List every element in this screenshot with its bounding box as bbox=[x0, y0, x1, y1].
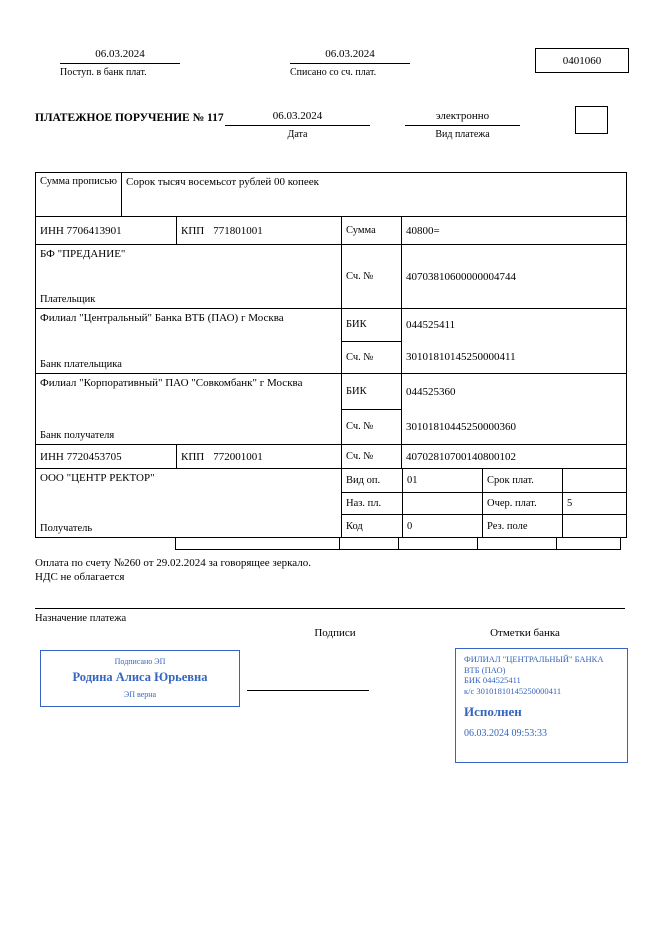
operation-fields bbox=[341, 469, 626, 537]
payment-kind-field bbox=[405, 110, 520, 140]
payer-kpp-cell bbox=[176, 217, 341, 244]
document-date-field bbox=[225, 110, 370, 140]
payee-bank-account-value: 30101810445250000360 bbox=[406, 420, 516, 433]
payer-bank-label-col bbox=[341, 309, 401, 373]
naz-pl-value bbox=[402, 492, 482, 515]
received-date-label: Поступ. в банк плат. bbox=[60, 67, 147, 78]
srok-plat-label: Срок плат. bbox=[482, 469, 562, 492]
form-code-value: 0401060 bbox=[562, 54, 602, 67]
signature-stamp-caption: Подписано ЭП bbox=[114, 657, 166, 666]
payer-bank-name: Филиал "Центральный" Банка ВТБ (ПАО) г Москва bbox=[40, 312, 284, 324]
amount-words-row bbox=[36, 173, 626, 216]
extra-field-cell bbox=[398, 537, 478, 550]
naz-pl-label: Наз. пл. bbox=[342, 492, 402, 515]
payee-name: ООО "ЦЕНТР РЕКТОР" bbox=[40, 472, 155, 484]
signature-stamp bbox=[40, 650, 240, 707]
extra-field-cell bbox=[339, 537, 399, 550]
payer-bank-account-label: Сч. № bbox=[346, 351, 374, 363]
payee-row bbox=[36, 468, 626, 537]
bank-stamp-line4: к/с 30101810145250000411 bbox=[464, 685, 562, 696]
bank-stamp-line3: БИК 044525411 bbox=[464, 675, 521, 685]
payee-inn: ИНН 7720453705 bbox=[40, 450, 122, 463]
payee-account-value: 40702810700140800102 bbox=[401, 445, 626, 468]
form-code-box bbox=[535, 48, 629, 73]
payer-account-value: 40703810600000004744 bbox=[401, 245, 626, 308]
bank-stamp bbox=[455, 648, 628, 763]
payee-bank-bik-label: БИК bbox=[342, 374, 401, 410]
payee-bank-cell bbox=[36, 374, 341, 444]
extra-field-cell bbox=[556, 537, 621, 550]
payer-cell bbox=[36, 245, 341, 308]
rez-pole-label: Рез. поле bbox=[482, 514, 562, 537]
purpose-text-line1: Оплата по счету №260 от 29.02.2024 за говорящее зеркало. bbox=[35, 557, 312, 569]
ocher-plat-label: Очер. плат. bbox=[482, 492, 562, 515]
signature-line bbox=[247, 690, 369, 691]
bank-stamp-line1: ФИЛИАЛ "ЦЕНТРАЛЬНЫЙ" БАНКА bbox=[464, 654, 604, 664]
payer-name: БФ "ПРЕДАНИЕ" bbox=[40, 248, 126, 260]
document-date-value: 06.03.2024 bbox=[225, 110, 370, 126]
rez-pole-value bbox=[562, 514, 626, 537]
payee-inn-row bbox=[36, 444, 626, 468]
debited-date-field bbox=[290, 48, 410, 78]
amount-words-value: Сорок тысяч восемьсот рублей 00 копеек bbox=[121, 173, 626, 216]
purpose-label: Назначение платежа bbox=[35, 608, 625, 626]
payer-bank-bik-label: БИК bbox=[342, 309, 401, 342]
payer-bank-row bbox=[36, 308, 626, 373]
amount-words-label: Сумма прописью bbox=[40, 176, 118, 187]
document-date-label: Дата bbox=[287, 129, 308, 140]
payee-bank-row bbox=[36, 373, 626, 444]
bank-stamp-status: Исполнен bbox=[464, 704, 522, 719]
payee-bank-bik-value: 044525360 bbox=[406, 385, 456, 398]
payer-inn-row bbox=[36, 216, 626, 244]
amount-label: Сумма bbox=[341, 217, 401, 244]
payer-kpp-value: 771801001 bbox=[213, 224, 263, 237]
signer-name: Родина Алиса Юрьевна bbox=[72, 670, 208, 684]
payment-kind-label: Вид платежа bbox=[435, 129, 490, 140]
payer-bank-value-col bbox=[401, 309, 626, 373]
payee-bank-name: Филиал "Корпоративный" ПАО "Совкомбанк" г Москва bbox=[40, 377, 303, 389]
payer-inn: ИНН 7706413901 bbox=[40, 224, 122, 237]
extra-field-cell bbox=[477, 537, 557, 550]
signatures-label: Подписи bbox=[314, 627, 356, 639]
payment-table bbox=[35, 172, 627, 538]
kod-value: 0 bbox=[402, 514, 482, 537]
kod-label: Код bbox=[342, 514, 402, 537]
payee-bank-label: Банк получателя bbox=[40, 430, 115, 441]
bank-marks-label: Отметки банка bbox=[490, 627, 560, 639]
payer-bank-bik-value: 044525411 bbox=[406, 319, 456, 331]
payer-bank-label: Банк плательщика bbox=[40, 359, 122, 370]
payer-row bbox=[36, 244, 626, 308]
received-date-field bbox=[60, 48, 180, 78]
payer-bank-cell bbox=[36, 309, 341, 373]
payee-bank-value-col bbox=[401, 374, 626, 444]
debited-date-value: 06.03.2024 bbox=[290, 48, 410, 64]
payer-account-label: Сч. № bbox=[341, 245, 401, 308]
payee-account-label: Сч. № bbox=[341, 445, 401, 468]
srok-plat-value bbox=[562, 469, 626, 492]
payee-kpp-value: 772001001 bbox=[213, 450, 263, 463]
empty-mark-box bbox=[575, 106, 608, 134]
payee-bank-account-label: Сч. № bbox=[346, 421, 374, 433]
received-date-value: 06.03.2024 bbox=[60, 48, 180, 64]
payer-bank-account-value: 30101810145250000411 bbox=[406, 351, 516, 363]
vid-op-label: Вид оп. bbox=[346, 474, 381, 486]
bank-stamp-line2: ВТБ (ПАО) bbox=[464, 664, 506, 675]
payee-kpp-cell bbox=[176, 445, 341, 468]
extra-fields-row bbox=[175, 537, 621, 550]
ocher-plat-value: 5 bbox=[562, 492, 626, 515]
vid-op-value: 01 bbox=[402, 469, 482, 492]
signature-stamp-note: ЭП верна bbox=[123, 690, 157, 699]
payer-label: Плательщик bbox=[40, 294, 96, 305]
payer-kpp-label: КПП bbox=[181, 224, 205, 237]
purpose-section bbox=[35, 556, 625, 626]
payee-label: Получатель bbox=[40, 523, 93, 534]
payee-cell bbox=[36, 469, 341, 537]
extra-field-cell bbox=[175, 537, 340, 550]
payee-kpp-label: КПП bbox=[181, 450, 205, 463]
amount-value: 40800= bbox=[401, 217, 626, 244]
payee-bank-label-col bbox=[341, 374, 401, 444]
debited-date-label: Списано со сч. плат. bbox=[290, 67, 377, 78]
payment-kind-value: электронно bbox=[405, 110, 520, 126]
bank-stamp-datetime: 06.03.2024 09:53:33 bbox=[464, 728, 548, 739]
document-title: ПЛАТЕЖНОЕ ПОРУЧЕНИЕ № 117 bbox=[35, 112, 224, 124]
purpose-text-line2: НДС не облагается bbox=[35, 571, 125, 583]
